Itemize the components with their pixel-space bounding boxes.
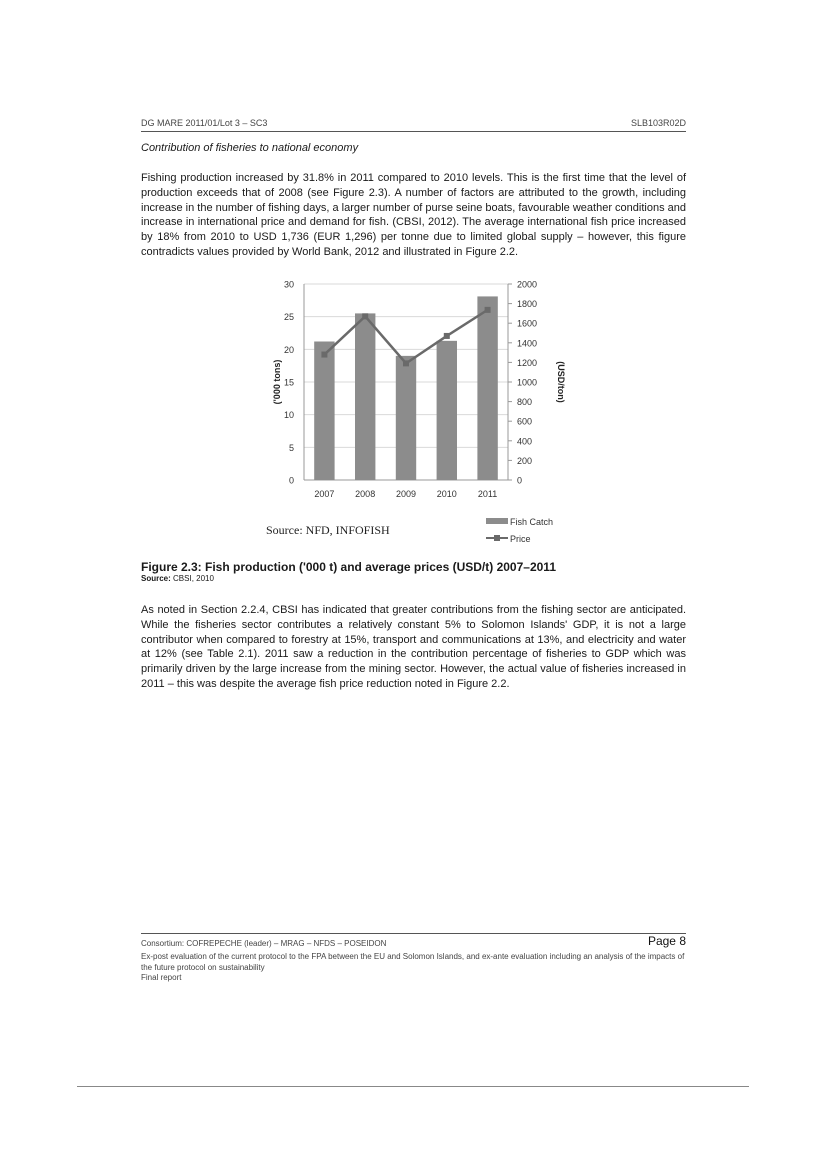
y2-axis-title: (USD/ton) [556,361,566,403]
header-report-code: SLB103R02D [630,118,686,128]
body-paragraph-1: Fishing production increased by 31.8% in 2011 compared to 2010 levels. This is the first time that the level of production exceeds that of 2008 (see Figure 2.3). A number of factors are attributed to the growth, including increase in the number of fishing days, a larger number of purse seine boats, favourable weather conditions and increase in international price and demand for fish. (CBSI, 2012). The average international fish price increased by 18% from 2010 to USD 1,736 (EUR 1,296) per tonne due to limited global supply – however, this figure contradicts values provided by World Bank, 2012 and illustrated in Figure 2.2. [141,172,686,258]
y-tick-label: 15 [283,377,294,388]
y2-tick-label: 600 [517,416,533,427]
footer-report-type: Final report [141,973,182,982]
bar-fish-catch [355,313,375,480]
figure-source [141,574,214,583]
header-document-ref: DG MARE 2011/01/Lot 3 – SC3 [141,118,268,128]
page-header [141,117,686,132]
y2-tick-label: 0 [517,475,523,486]
page-number: Page 8 [647,934,686,948]
y-tick-label: 10 [283,410,294,421]
footer-consortium: Consortium: COFREPECHE (leader) – MRAG – NFDS – POSEIDON [141,939,387,948]
y2-tick-label: 2000 [517,279,538,290]
x-tick-label: 2010 [436,489,457,499]
bar-fish-catch [314,341,334,480]
x-tick-label: 2011 [477,489,498,499]
bar-fish-catch [477,296,497,480]
x-tick-label: 2009 [395,489,417,499]
bar-fish-catch [396,356,416,480]
y2-tick-label: 1600 [517,318,538,329]
bar-fish-catch [437,341,457,480]
y2-tick-label: 1200 [517,357,538,368]
figure-source-text: CBSI, 2010 [170,574,214,583]
figure-source-label: Source: [141,574,171,583]
body-paragraph-2: As noted in Section 2.2.4, CBSI has indicated that greater contributions from the fishing sector are anticipated. While the fisheries sector contributes a relatively constant 5% to Solomon Islands' GDP, it is not a large contributor when compared to forestry at 15%, transport and communications at 13%, and electricity and water at 12% (see Table 2.1). 2011 saw a reduction in the contribution percentage of fisheries to GDP which was primarily driven by the large increase from the mining sector. However, the actual value of fisheries increased in 2011 – this was despite the average fish price reduction noted in Figure 2.2. [141,604,686,690]
figure-caption: Figure 2.3: Fish production ('000 t) and average prices (USD/t) 2007–2011 [141,560,556,574]
fish-production-chart [264,272,564,546]
y2-tick-label: 800 [517,397,533,408]
legend-label-price: Price [510,534,531,544]
page-bottom-rule [77,1086,749,1087]
legend-marker-price [494,535,500,541]
y2-tick-label: 1400 [517,338,538,349]
y-tick-label: 0 [288,475,294,486]
price-marker [403,360,409,366]
y2-tick-label: 1800 [517,299,538,310]
price-marker [321,352,327,358]
y-tick-label: 30 [283,279,294,290]
y-tick-label: 25 [283,312,294,323]
x-tick-label: 2008 [355,489,376,499]
y-tick-label: 20 [283,344,294,355]
section-title: Contribution of fisheries to national economy [141,142,359,154]
legend-label-fish-catch: Fish Catch [510,517,554,527]
footer-description: Ex-post evaluation of the current protocol to the FPA between the EU and Solomon Islands, and ex-ante evaluation including an analysis of the impacts of the future protocol on sustainability [141,952,685,972]
y2-tick-label: 200 [517,455,533,466]
y-tick-label: 5 [288,442,294,453]
price-marker [485,307,491,313]
chart-svg [264,272,564,546]
y-axis-title: ('000 tons) [272,359,282,405]
legend-swatch-fish-catch [486,518,508,524]
y2-tick-label: 1000 [517,377,538,388]
y2-tick-label: 400 [517,436,533,447]
price-marker [362,313,368,319]
chart-source-note: Source: NFD, INFOFISH [266,523,390,537]
page-footer [141,933,686,984]
x-tick-label: 2007 [314,489,335,499]
price-marker [444,333,450,339]
